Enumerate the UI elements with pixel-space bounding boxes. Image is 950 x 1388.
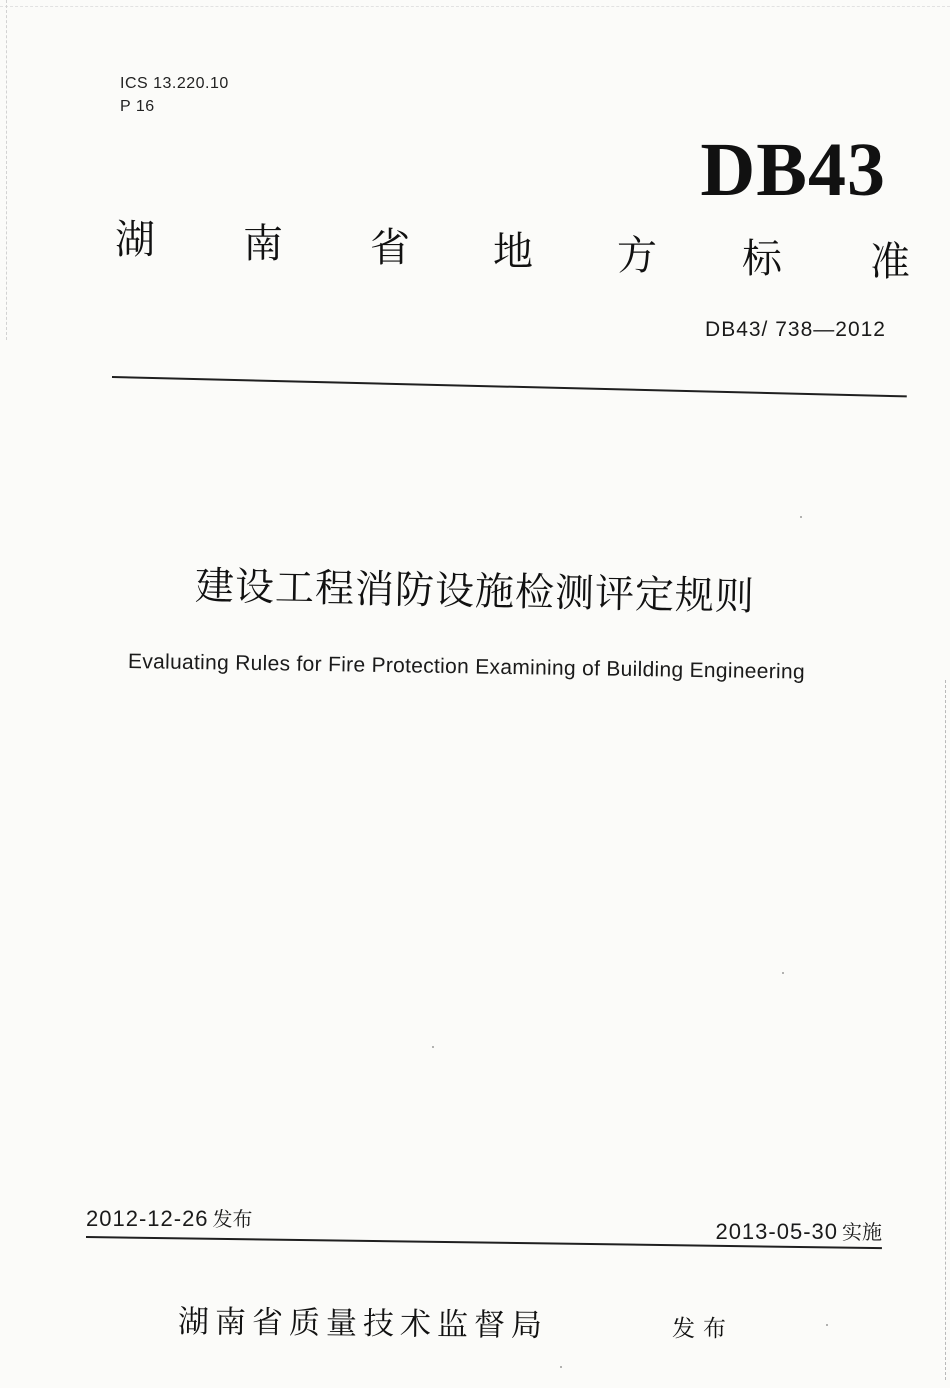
implement-label: 实施 bbox=[842, 1220, 882, 1244]
scan-edge-top bbox=[0, 6, 950, 7]
implement-date-line bbox=[715, 1216, 882, 1245]
release-label: 发布 bbox=[212, 1207, 253, 1231]
scan-speck bbox=[800, 516, 802, 518]
scan-speck bbox=[826, 1324, 828, 1326]
standard-type-char: 湖 bbox=[115, 217, 155, 263]
document-title-chinese: 建设工程消防设施检测评定规则 bbox=[194, 564, 756, 620]
standard-type-char: 南 bbox=[243, 221, 283, 267]
issuing-authority: 湖南省质量技术监督局 bbox=[177, 1304, 549, 1344]
scan-edge-left bbox=[6, 0, 7, 340]
header-divider bbox=[112, 376, 907, 397]
standard-number: DB43/ 738—2012 bbox=[705, 318, 886, 341]
standard-type-title bbox=[115, 215, 915, 285]
classification-codes bbox=[120, 72, 229, 118]
standard-type-char: 省 bbox=[370, 225, 410, 271]
standard-type-char: 方 bbox=[617, 233, 657, 279]
scan-speck bbox=[560, 1366, 562, 1368]
ics-code: ICS 13.220.10 bbox=[120, 75, 229, 92]
scan-speck bbox=[432, 1046, 434, 1048]
standard-code-logo: DB43 bbox=[700, 128, 886, 212]
ccs-code: P 16 bbox=[120, 98, 155, 115]
issue-label: 发布 bbox=[672, 1316, 734, 1342]
implement-date: 2013-05-30 bbox=[715, 1219, 838, 1244]
standard-type-char: 标 bbox=[742, 236, 782, 282]
document-title-english: Evaluating Rules for Fire Protection Examining of Building Engineering bbox=[127, 650, 806, 684]
scan-speck bbox=[782, 972, 784, 974]
standard-type-char: 地 bbox=[493, 229, 533, 275]
standard-type-char: 准 bbox=[870, 239, 910, 285]
release-date: 2012-12-26 bbox=[86, 1206, 209, 1231]
release-date-line bbox=[86, 1203, 253, 1232]
scan-edge-right bbox=[945, 680, 946, 1380]
